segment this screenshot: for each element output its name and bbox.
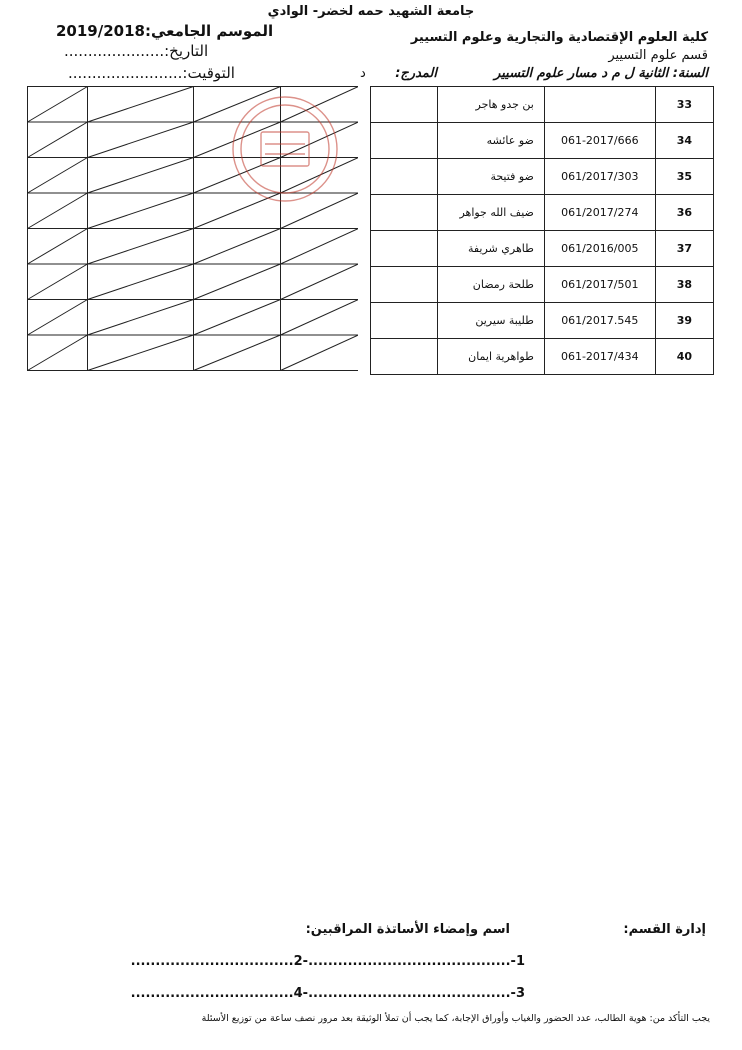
- table-row: [371, 339, 714, 375]
- table-row: [371, 123, 714, 159]
- registration-number: 061-2017/434: [544, 339, 655, 375]
- row-number: 39: [655, 303, 713, 339]
- department-name: قسم علوم التسيير: [608, 48, 708, 63]
- registration-number: 061/2017/501: [544, 267, 655, 303]
- student-name: ضيف الله جواهر: [437, 195, 544, 231]
- signature-cell: [371, 159, 438, 195]
- faculty-name: كلية العلوم الإقتصادية والتجارية وعلوم التسيير: [410, 30, 708, 45]
- table-row: [371, 195, 714, 231]
- student-name: ضو عائشه: [437, 123, 544, 159]
- year-label: السنة: الثانية ل م د مسار علوم التسيير: [494, 66, 708, 81]
- signature-cell: [371, 123, 438, 159]
- student-name: طاهري شريفة: [437, 231, 544, 267]
- row-number: 34: [655, 123, 713, 159]
- signature-cell: [371, 339, 438, 375]
- signature-cell: [371, 195, 438, 231]
- student-name: طواهرية ايمان: [437, 339, 544, 375]
- student-name: طليبة سيرين: [437, 303, 544, 339]
- date-field: التاريخ:.....................: [64, 42, 209, 60]
- university-name: جامعة الشهيد حمه لخضر- الوادي: [267, 4, 475, 19]
- academic-season: الموسم الجامعي:2019/2018: [56, 22, 274, 40]
- supervisor-signature-line-2: 3-.........................................-4.................................: [130, 986, 525, 1001]
- row-number: 33: [655, 87, 713, 123]
- registration-number: 061/2017/303: [544, 159, 655, 195]
- signature-cell: [371, 267, 438, 303]
- signature-cell: [371, 87, 438, 123]
- row-number: 40: [655, 339, 713, 375]
- student-attendance-table: [370, 86, 714, 375]
- table-row: [371, 231, 714, 267]
- table-row: [371, 303, 714, 339]
- department-admin-label: إدارة القسم:: [623, 922, 706, 937]
- row-number: 38: [655, 267, 713, 303]
- row-number: 35: [655, 159, 713, 195]
- supervisors-label: اسم وإمضاء الأساتذة المراقبين:: [305, 922, 510, 937]
- table-row: [371, 267, 714, 303]
- registration-number: 061-2017/666: [544, 123, 655, 159]
- verification-note: يجب التأكد من: هوية الطالب، عدد الحضور والغياب وأوراق الإجابة، كما يجب أن تملأ الوثيقة بعد مرور نصف ساعة من توزيع الأسئلة: [201, 1013, 710, 1024]
- time-field: التوقيت:........................: [68, 64, 235, 82]
- registration-number: 061/2017/274: [544, 195, 655, 231]
- table-row: [371, 87, 714, 123]
- row-number: 37: [655, 231, 713, 267]
- supervisor-signature-line-1: 1-.........................................-2.................................: [130, 954, 525, 969]
- table-row: [371, 159, 714, 195]
- row-number: 36: [655, 195, 713, 231]
- official-stamp-icon: [225, 92, 345, 207]
- registration-number: 061/2017.545: [544, 303, 655, 339]
- student-name: طلحة رمضان: [437, 267, 544, 303]
- student-name: بن جدو هاجر: [437, 87, 544, 123]
- student-name: ضو فتيحة: [437, 159, 544, 195]
- signature-cell: [371, 303, 438, 339]
- signature-cell: [371, 231, 438, 267]
- registration-number: [544, 87, 655, 123]
- hall-value: د: [360, 66, 366, 81]
- hall-label: المدرج:: [395, 66, 437, 81]
- registration-number: 061/2016/005: [544, 231, 655, 267]
